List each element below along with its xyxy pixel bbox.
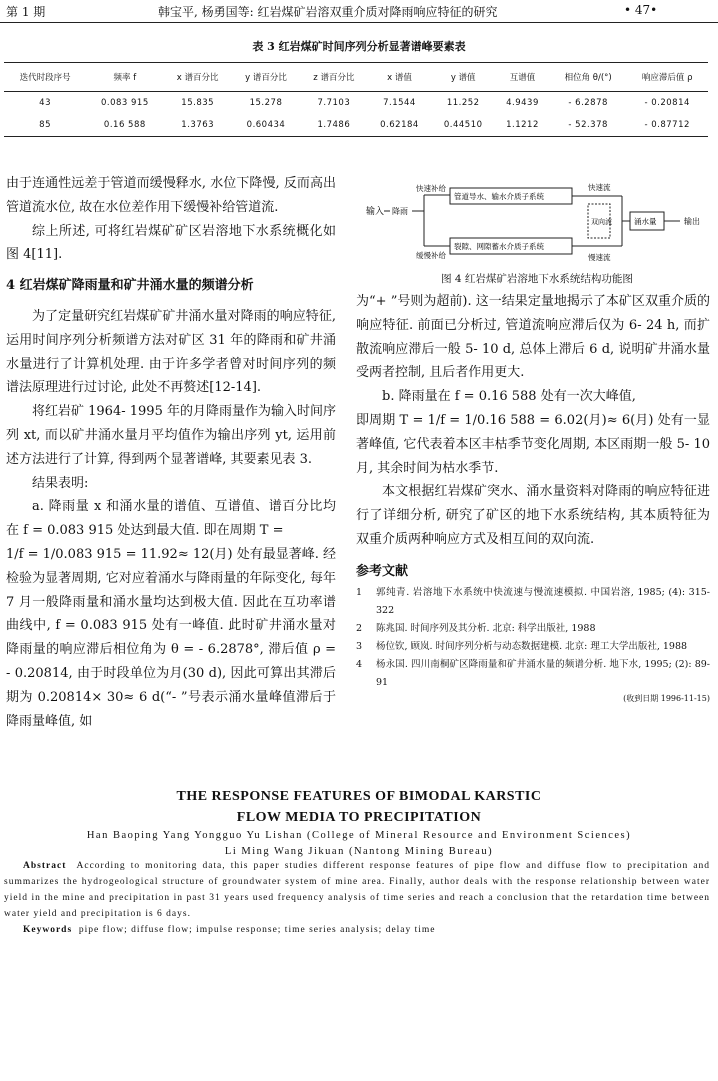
paragraph: 将红岩矿 1964- 1995 年的月降雨量作为输入时间序列 xt, 而以矿井涌水量月平均值作为输出序列 yt, 运用前述方法进行了计算, 得到两个显著谱峰, 其要素见表 3. <box>6 404 336 467</box>
section-heading: 4 红岩煤矿降雨量和矿井涌水量的频谱分析 <box>6 278 254 294</box>
abstract-label: Abstract <box>23 861 67 871</box>
slow-recharge-label: 缓慢补给 <box>416 251 446 260</box>
fast-recharge-label: 快速补给 <box>416 184 446 193</box>
table-row <box>4 114 708 137</box>
table-cell: 4.9439 <box>506 98 539 108</box>
reference-item <box>356 638 710 656</box>
running-title: 韩宝平, 杨勇国等: 红岩煤矿岩溶双重介质对降雨响应特征的研究 <box>158 5 498 19</box>
reference-number: 4 <box>356 658 363 670</box>
table-cell: 1.3763 <box>164 114 232 137</box>
issue-number: 第 1 期 <box>6 5 46 19</box>
english-abstract <box>4 858 710 938</box>
paragraph: 为“+ ”号则为超前). 这一结果定量地揭示了本矿区双重介质的响应特征. 前面已分析过, 管道流响应滞后仅为 6- 24 h, 而扩散流响应滞后一般 5- 10 d, 总体上滞后 6 d, 说明矿井涌水量受两者控制, 且后者作用更大. <box>356 294 710 381</box>
table-cell: 15.278 <box>249 98 283 108</box>
table-cell: 43 <box>39 98 51 108</box>
abstract-paragraph <box>4 858 710 922</box>
english-title <box>0 786 718 828</box>
references-heading: 参考文献 <box>356 563 409 579</box>
col-header: y 谱值 <box>431 63 495 92</box>
reference-text: 杨永国. 四川南桐矿区降雨量和矿井涌水量的频谱分析. 地下水, 1995; (2): 89- 91 <box>376 658 710 688</box>
table-cell: 7.7103 <box>317 98 351 108</box>
table-cell: 0.62184 <box>368 114 432 137</box>
reference-text: 郭纯青. 岩溶地下水系统中快流速与慢流速模拟. 中国岩溶, 1985; (4): 315- 322 <box>376 586 710 616</box>
reference-item <box>356 584 710 620</box>
table-cell: - 0.87712 <box>626 114 708 137</box>
page-number: • 47• <box>624 3 658 17</box>
fast-flow-label: 快速流 <box>588 183 611 192</box>
col-header: y 谱百分比 <box>232 63 300 92</box>
table-cell: 1.1212 <box>495 114 550 137</box>
reference-item <box>356 656 710 692</box>
english-title-line: THE RESPONSE FEATURES OF BIMODAL KARSTIC <box>176 789 542 804</box>
keywords-text: pipe flow; diffuse flow; impulse response; time series analysis; delay time <box>78 925 436 935</box>
abstract-text: According to monitoring data, this paper studies different response features of pipe flow and diffuse flow to precipitation and summarizes the hydrogeological structure of groundwater system of mine area. Finally, author deals with the response relationship between water yield in the mine and precipitation in past 31 years used frequency analysis of time series and reach a conclusion that the retardation time between water yield and precipitation is 6 days. <box>4 861 710 919</box>
table-cell: 0.60434 <box>232 114 300 137</box>
table-cell: 0.44510 <box>431 114 495 137</box>
fissure-subsystem-label: 裂隙、网隙蓄水介质子系统 <box>454 242 544 251</box>
table-cell: 15.835 <box>181 98 215 108</box>
paragraph: 综上所述, 可将红岩煤矿矿区岩溶地下水系统概化如图 4[11]. <box>6 223 336 263</box>
paragraph: 1/f = 1/0.083 915 = 11.92≈ 12(月) 处有最显著峰. 经检验为显著周期, 它对应着涌水与降雨量的年际变化, 每年 7 月一般降雨量和涌水量均达到极大值. 因此在互功率谱曲线中, f = 0.083 915 处有一峰值. 此时矿井涌水量对降雨量的响应滞后相位角为 θ = - 6.2878°, 滞后值 ρ = - 0.20814, 由于时段单位为月(30 d), 因此可算出其滞后期为 0.20814× 30≈ 6 d(“- ”号表示涌水量峰值滞后于降雨量峰值, 如 <box>6 546 336 729</box>
table-header-row <box>4 63 708 92</box>
table-row <box>4 92 708 115</box>
left-column <box>6 172 336 733</box>
table-cell: 85 <box>4 114 86 137</box>
spectral-peak-table <box>4 62 708 137</box>
paragraph: 由于连通性远差于管道而缓慢释水, 水位下降慢, 反而高出管道流水位, 故在水位差作用下缓慢补给管道流. <box>6 176 336 215</box>
table-cell: 1.7486 <box>300 114 367 137</box>
slow-flow-label: 慢速流 <box>588 253 611 262</box>
author-line: Han Baoping Yang Yongguo Yu Lishan (College of Mineral Resource and Environment Sciences) <box>86 830 632 841</box>
col-header: 响应滞后值 ρ <box>626 63 708 92</box>
english-title-line: FLOW MEDIA TO PRECIPITATION <box>236 810 482 825</box>
reference-number: 3 <box>356 640 363 652</box>
table-caption: 表 3 红岩煤矿时间序列分析显著谱峰要素表 <box>252 40 466 53</box>
output-label: 输出 <box>684 217 700 226</box>
col-header: z 谱百分比 <box>300 63 367 92</box>
keywords-paragraph <box>4 922 710 938</box>
pipe-subsystem-label: 管道导水、输水介质子系统 <box>454 192 544 201</box>
col-header: 互谱值 <box>495 63 550 92</box>
keywords-label: Keywords <box>23 925 73 935</box>
rain-label: 降雨 <box>392 207 408 216</box>
paragraph: b. 降雨量在 f = 0.16 588 处有一次大峰值, <box>382 389 636 405</box>
author-line: Li Ming Wang Jikuan (Nantong Mining Bureau) <box>224 846 494 857</box>
reference-number: 2 <box>356 622 363 634</box>
table-cell: 7.1544 <box>383 98 416 108</box>
table-cell: 0.083 915 <box>100 98 149 108</box>
table-cell: 11.252 <box>446 98 480 108</box>
running-header <box>0 0 718 23</box>
bidirectional-flow-label: 双向流 <box>591 218 612 226</box>
received-date: (收到日期 1996-11-15) <box>623 693 710 703</box>
col-header: 相位角 θ/(°) <box>550 63 626 92</box>
paragraph: 即周期 T = 1/f = 1/0.16 588 = 6.02(月)≈ 6(月) 处有一显著峰值, 它代表着本区丰枯季节变化周期, 本区雨期一般 5- 10 月, 其余时间为枯水季节. <box>356 412 710 476</box>
col-header: x 谱百分比 <box>164 63 232 92</box>
col-header: 频率 f <box>86 63 163 92</box>
paragraph: 结果表明: <box>32 475 89 491</box>
reference-number: 1 <box>356 586 363 598</box>
table-cell: - 0.20814 <box>644 98 690 108</box>
right-column <box>356 290 710 706</box>
reference-text: 杨位钦, 顾岚. 时间序列分析与动态数据建模. 北京: 理工大学出版社, 1988 <box>376 640 688 652</box>
col-header: x 谱值 <box>368 63 432 92</box>
reference-item <box>356 620 710 638</box>
paragraph: 本文根据红岩煤矿突水、涌水量资料对降雨的响应特征进行了详细分析, 研究了矿区的地下水系统结构, 其本质特征为双重介质两种响应方式及相互间的双向流. <box>356 484 710 547</box>
english-authors <box>0 828 718 860</box>
table-cell: - 52.378 <box>550 114 626 137</box>
reference-text: 陈兆国. 时间序列及其分析. 北京: 科学出版社, 1988 <box>376 622 596 634</box>
paragraph: 为了定量研究红岩煤矿矿井涌水量对降雨的响应特征, 运用时间序列分析频谱方法对矿区 31 年的降雨和矿井涌水量进行了计算机处理. 由于许多学者曾对时间序列的频谱法原理进行过讨论, 此处不再赘述[12-14]. <box>6 308 336 396</box>
mine-inflow-label: 涌水量 <box>634 217 657 226</box>
table-cell: 0.16 588 <box>86 114 163 137</box>
col-header: 迭代时段序号 <box>4 63 86 92</box>
input-label: 输入 <box>366 207 385 217</box>
figure-caption: 图 4 红岩煤矿岩溶地下水系统结构功能图 <box>441 273 633 285</box>
paragraph: a. 降雨量 x 和涌水量的谱值、互谱值、谱百分比均在 f = 0.083 915 处达到最大值. 即在周期 T = <box>6 499 336 539</box>
table-cell: - 6.2878 <box>568 98 608 108</box>
